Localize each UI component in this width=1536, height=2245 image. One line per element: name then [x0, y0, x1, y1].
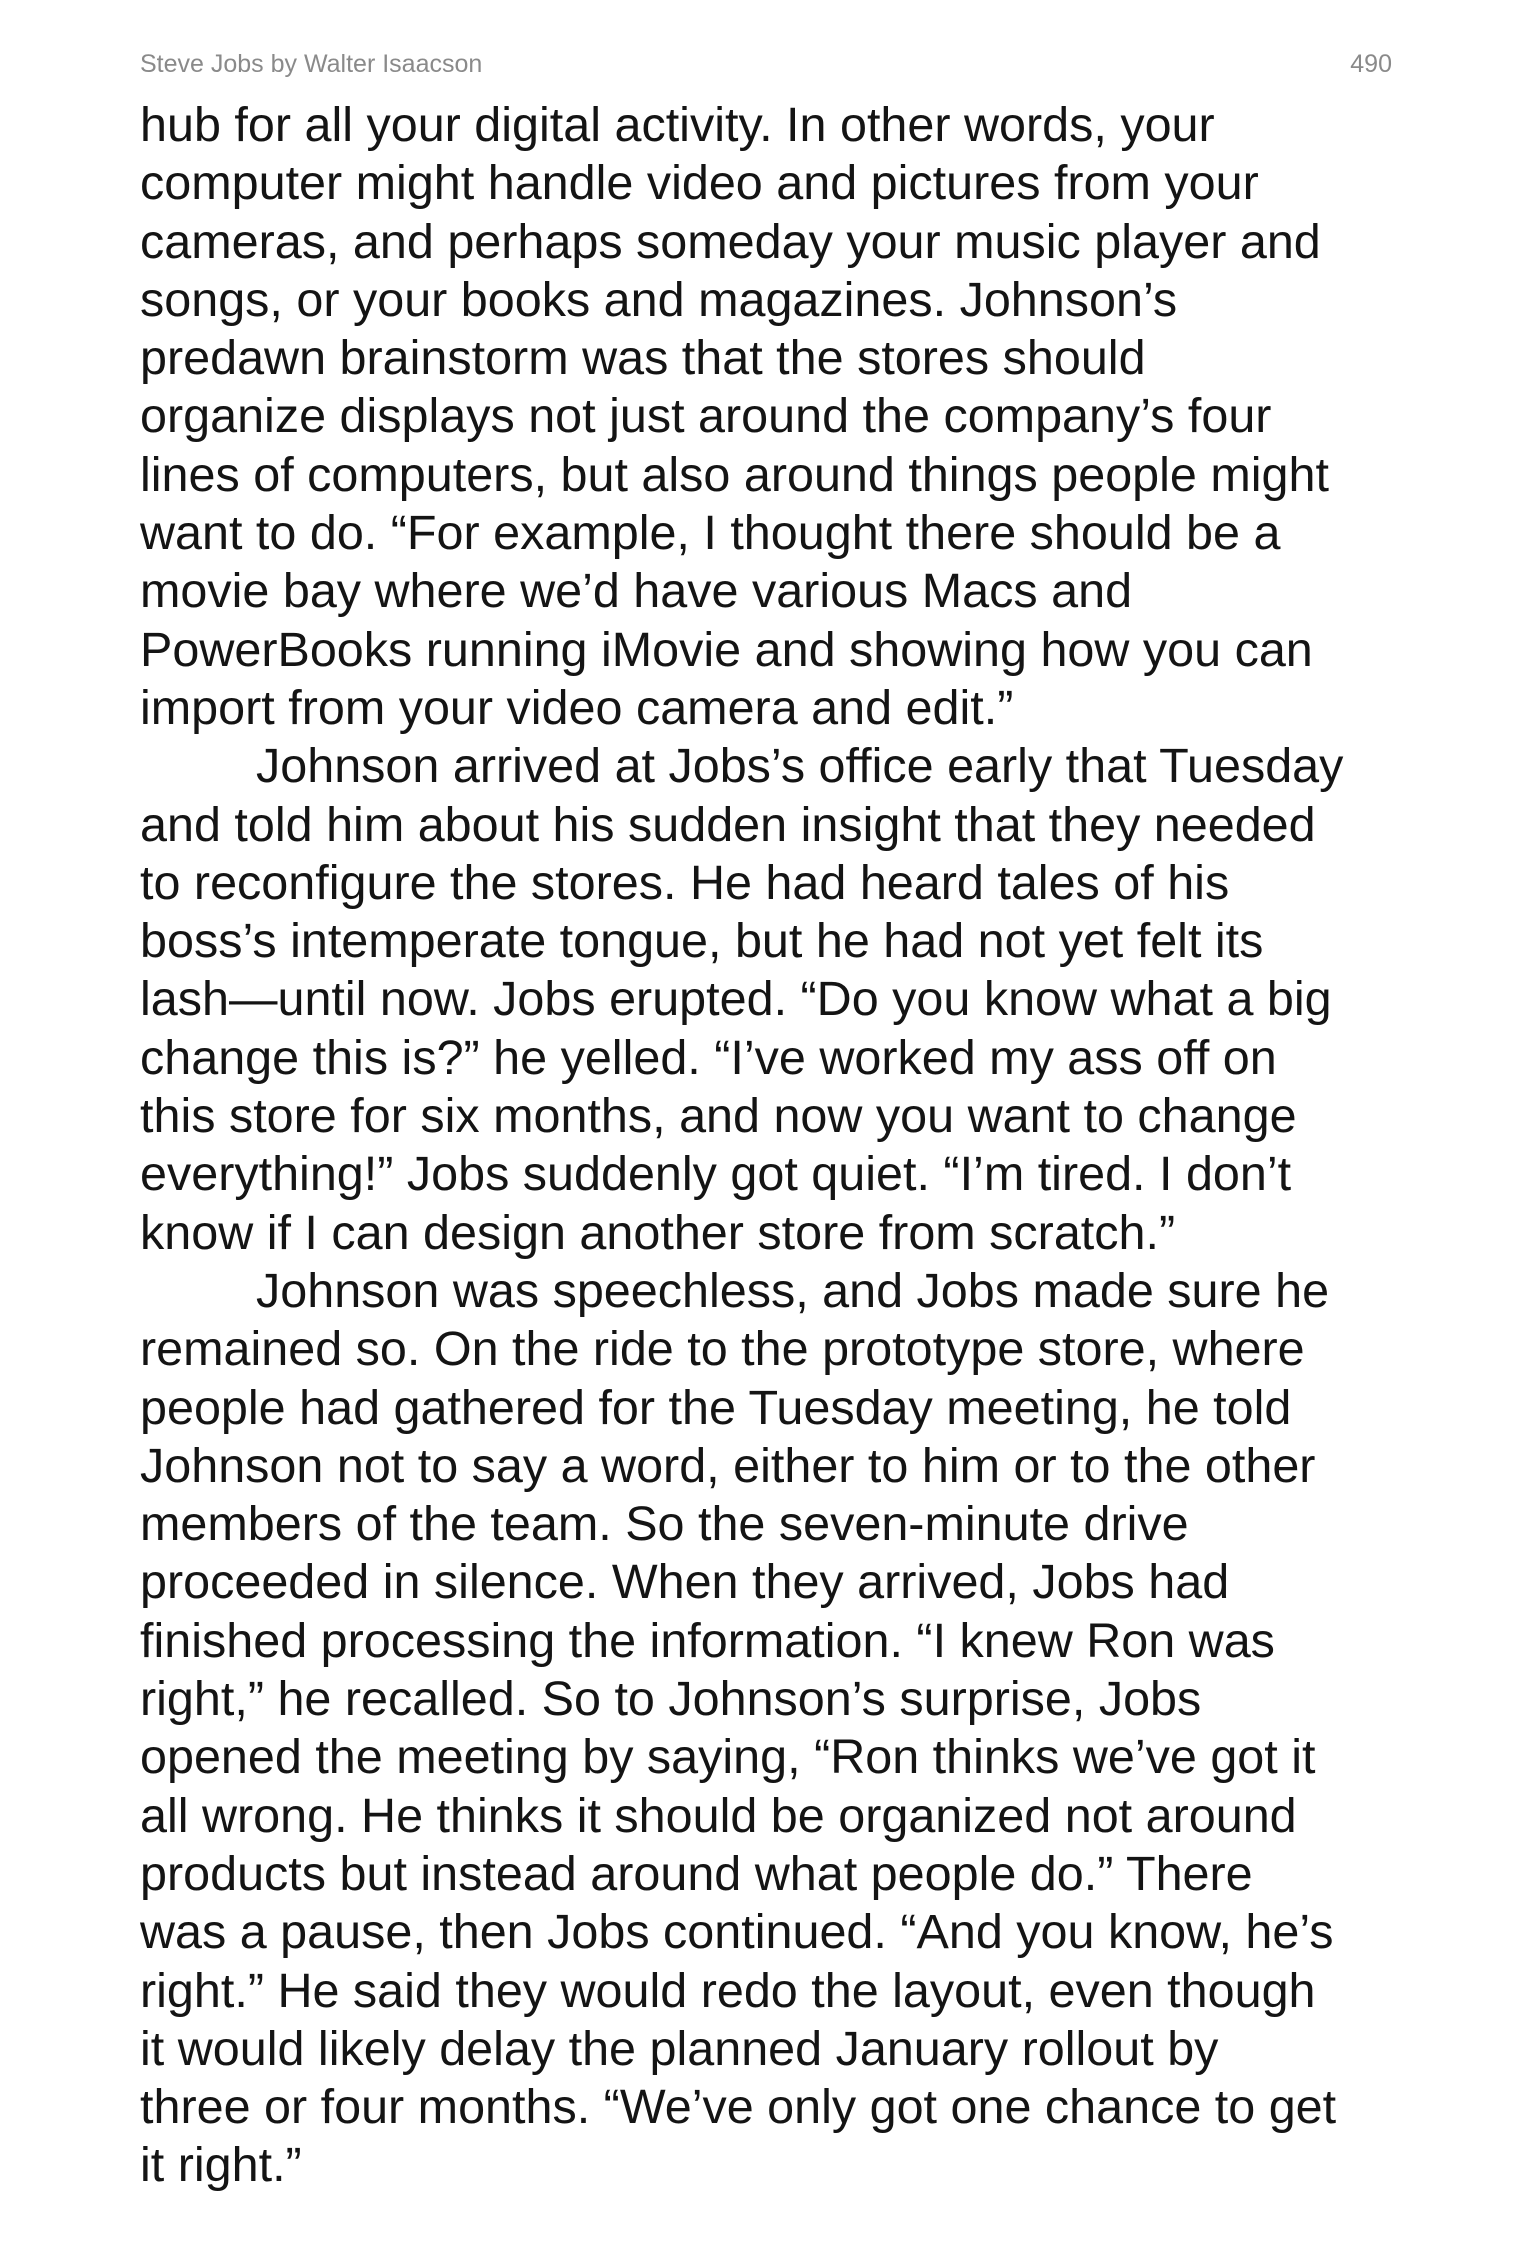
paragraph-2 — [140, 737, 1396, 1262]
text-line: right.” He said they would redo the layout, even though — [140, 1963, 1316, 2018]
text-line: people had gathered for the Tuesday meeting, he told — [140, 1380, 1292, 1435]
text-line: cameras, and perhaps someday your music player and — [140, 214, 1321, 269]
text-line: three or four months. “We’ve only got one chance to get — [140, 2080, 1337, 2135]
text-line: songs, or your books and magazines. Johnson’s — [140, 272, 1178, 327]
text-line: hub for all your digital activity. In other words, your — [140, 98, 1215, 152]
text-line: change this is?” he yelled. “I’ve worked my ass off on — [140, 1030, 1277, 1085]
page-header — [140, 50, 1396, 82]
text-line: right,” he recalled. So to Johnson’s surprise, Jobs — [140, 1672, 1202, 1727]
text-line: know if I can design another store from scratch.” — [140, 1205, 1176, 1260]
text-line: this store for six months, and now you want to change — [140, 1089, 1297, 1144]
paragraph-1 — [140, 96, 1396, 737]
page-number: 490 — [1350, 50, 1392, 78]
text-line: everything!” Jobs suddenly got quiet. “I’m tired. I don’t — [140, 1147, 1292, 1202]
book-title: Steve Jobs by Walter Isaacson — [140, 50, 483, 78]
text-line: members of the team. So the seven-minute drive — [140, 1497, 1189, 1552]
text-line: predawn brainstorm was that the stores should — [140, 331, 1146, 386]
paragraph-3 — [140, 1262, 1396, 2195]
text-line: and told him about his sudden insight that they needed — [140, 797, 1316, 852]
text-line: proceeded in silence. When they arrived, Jobs had — [140, 1555, 1230, 1610]
text-line: remained so. On the ride to the prototype store, where — [140, 1322, 1305, 1377]
text-line: Johnson arrived at Jobs’s office early that Tuesday — [256, 739, 1344, 794]
text-line: boss’s intemperate tongue, but he had not yet felt its — [140, 914, 1264, 969]
text-line: it right.” — [140, 2138, 302, 2193]
text-line: import from your video camera and edit.” — [140, 680, 1014, 735]
text-line: PowerBooks running iMovie and showing how you can — [140, 622, 1313, 677]
text-line: Johnson was speechless, and Jobs made sure he — [256, 1263, 1330, 1318]
text-line: lines of computers, but also around things people might — [140, 447, 1329, 502]
text-line: all wrong. He thinks it should be organized not around — [140, 1788, 1297, 1843]
text-line: opened the meeting by saying, “Ron thinks we’ve got it — [140, 1730, 1316, 1785]
text-line: lash—until now. Jobs erupted. “Do you know what a big — [140, 972, 1332, 1027]
text-line: computer might handle video and pictures from your — [140, 156, 1259, 211]
book-page — [140, 0, 1396, 2245]
text-line: want to do. “For example, I thought there should be a — [140, 506, 1281, 561]
text-line: it would likely delay the planned January rollout by — [140, 2021, 1219, 2076]
text-line: finished processing the information. “I knew Ron was — [140, 1613, 1275, 1668]
text-line: Johnson not to say a word, either to him or to the other — [140, 1438, 1316, 1493]
text-line: movie bay where we’d have various Macs and — [140, 564, 1133, 619]
text-line: products but instead around what people do.” There — [140, 1846, 1253, 1901]
text-line: to reconfigure the stores. He had heard tales of his — [140, 855, 1230, 910]
text-line: organize displays not just around the company’s four — [140, 389, 1272, 444]
text-line: was a pause, then Jobs continued. “And you know, he’s — [140, 1905, 1334, 1960]
body-text — [140, 96, 1396, 2195]
